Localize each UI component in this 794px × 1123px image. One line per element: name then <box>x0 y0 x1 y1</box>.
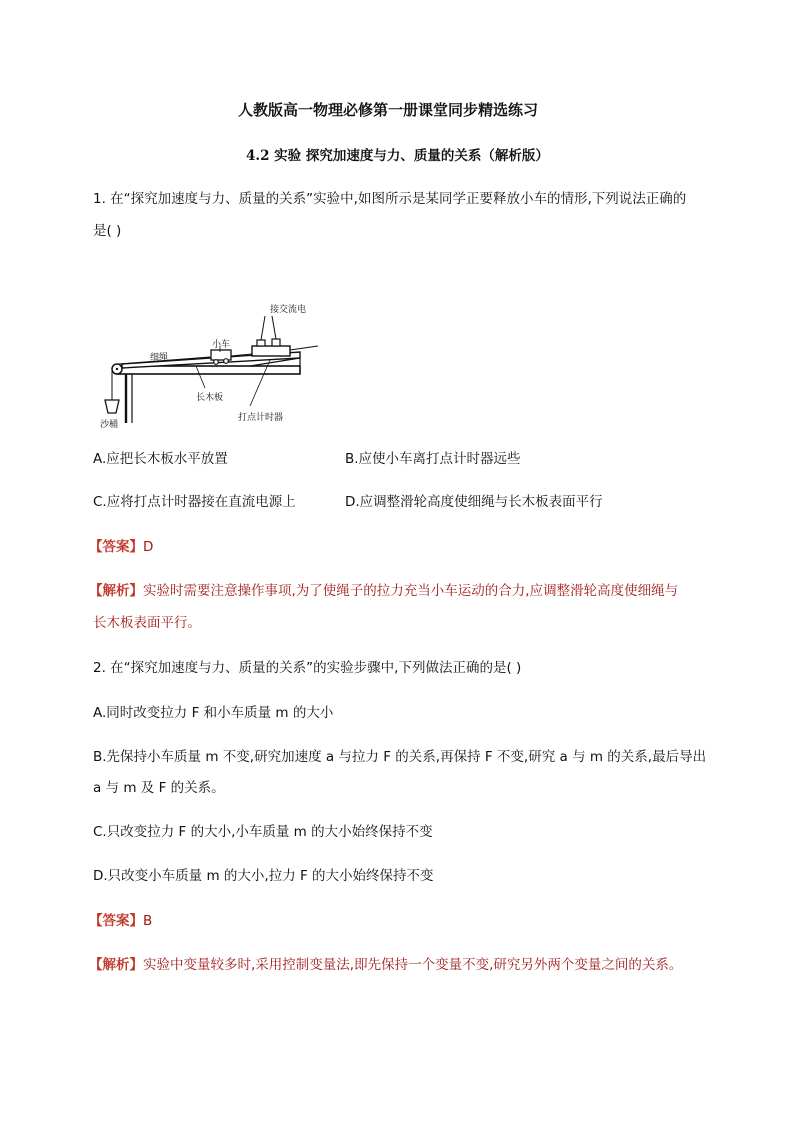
label-bucket: 沙桶 <box>100 420 119 430</box>
q1-answer-label: 【答案】 <box>89 539 143 555</box>
q1-analysis-line1 <box>89 581 678 601</box>
q2-analysis-line1 <box>89 955 682 975</box>
q1-option-a: A.应把长木板水平放置 <box>93 451 228 467</box>
label-board: 长木板 <box>196 393 224 403</box>
label-car: 小车 <box>212 340 231 350</box>
q1-answer-value: D <box>143 539 154 555</box>
q2-answer-label: 【答案】 <box>89 913 143 929</box>
q1-analysis-label: 【解析】 <box>89 583 143 599</box>
experiment-figure <box>100 296 325 430</box>
document-subtitle: 4.2 实验 探究加速度与力、质量的关系（解析版） <box>246 148 549 164</box>
label-timer: 打点计时器 <box>238 413 284 423</box>
label-power: 接交流电 <box>270 305 307 315</box>
q2-stem: 2. 在“探究加速度与力、质量的关系”的实验步骤中,下列做法正确的是( ) <box>93 660 522 676</box>
q2-option-b-line1: B.先保持小车质量 m 不变,研究加速度 a 与拉力 F 的关系,再保持 F 不变,研究 a 与 m 的关系,最后导出 <box>93 749 707 765</box>
q2-option-d: D.只改变小车质量 m 的大小,拉力 F 的大小始终保持不变 <box>93 868 434 884</box>
q1-analysis-text1: 实验时需要注意操作事项,为了使绳子的拉力充当小车运动的合力,应调整滑轮高度使细绳与 <box>143 583 679 599</box>
q2-option-a: A.同时改变拉力 F 和小车质量 m 的大小 <box>93 705 334 721</box>
q2-analysis-label: 【解析】 <box>89 957 143 973</box>
q1-stem-line2: 是( ) <box>93 223 122 239</box>
q2-option-c: C.只改变拉力 F 的大小,小车质量 m 的大小始终保持不变 <box>93 824 433 840</box>
document-title: 人教版高一物理必修第一册课堂同步精选练习 <box>238 101 539 119</box>
q2-analysis-text1: 实验中变量较多时,采用控制变量法,即先保持一个变量不变,研究另外两个变量之间的关系。 <box>143 957 683 973</box>
q2-answer-value: B <box>143 913 153 929</box>
q1-option-b: B.应使小车离打点计时器远些 <box>345 451 521 467</box>
q1-option-c: C.应将打点计时器接在直流电源上 <box>93 494 296 510</box>
q1-stem-line1: 1. 在“探究加速度与力、质量的关系”实验中,如图所示是某同学正要释放小车的情形,下列说法正确的 <box>93 191 687 207</box>
q2-option-b-line2: a 与 m 及 F 的关系。 <box>93 780 225 796</box>
q2-answer <box>89 911 152 931</box>
q1-option-d: D.应调整滑轮高度使细绳与长木板表面平行 <box>345 494 603 510</box>
q1-answer <box>89 537 153 557</box>
q1-analysis-line2: 长木板表面平行。 <box>93 615 201 631</box>
label-rope: 细绳 <box>150 353 169 363</box>
